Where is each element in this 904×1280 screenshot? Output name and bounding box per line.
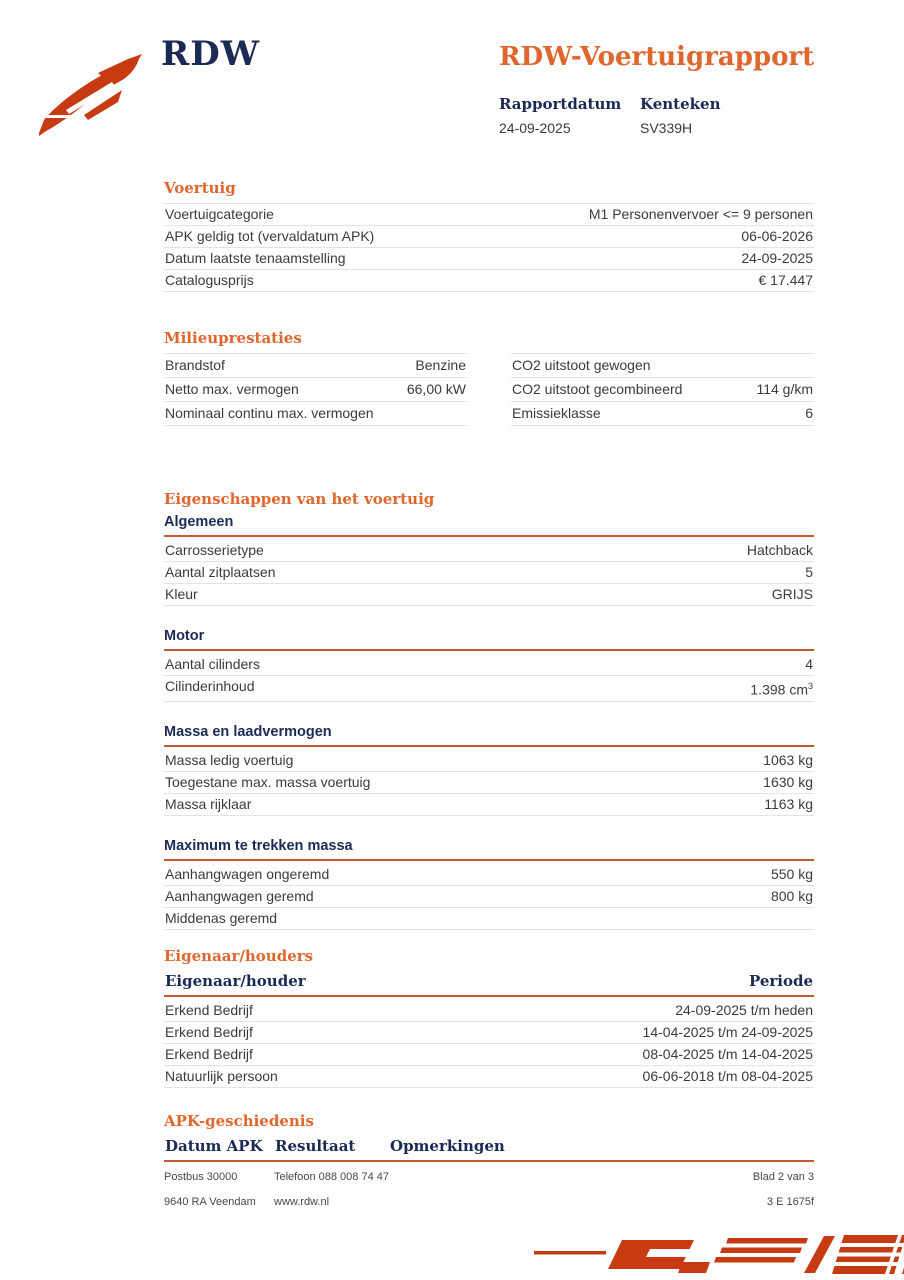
column-header-resultaat: Resultaat <box>275 1137 356 1155</box>
subsection-heading: Motor <box>164 628 814 651</box>
table-row: Nominaal continu max. vermogen <box>164 401 467 426</box>
table-row: Erkend Bedrijf 08-04-2025 t/m 14-04-2025 <box>164 1043 814 1065</box>
table-row: Massa ledig voertuig 1063 kg <box>165 751 813 768</box>
table-row: Kleur GRIJS <box>164 583 814 606</box>
column-header-datum-apk: Datum APK <box>165 1137 263 1155</box>
table-row: Cilinderinhoud 1.398 $cm^3$ <box>164 675 814 702</box>
footer-line-1 <box>164 1171 814 1184</box>
table-row: Voertuigcategorie M1 Personenvervoer <= 9 personen <box>164 203 814 225</box>
table-row: Emissieklasse 6 <box>511 401 814 426</box>
footer-doc-code: 3 E 1675f <box>766 1196 814 1208</box>
footer-page-number: Blad 2 van 3 <box>752 1171 814 1183</box>
table-row: Catalogusprijs € 17.447 <box>164 269 814 292</box>
plate-value: SV339H <box>640 120 693 136</box>
table-row: Carrosserietype Hatchback <box>165 542 813 558</box>
table-row: CO2 uitstoot gecombineerd 114 g/km <box>511 377 814 401</box>
column-header-opmerkingen: Opmerkingen <box>390 1137 505 1155</box>
section-voertuig <box>164 179 814 292</box>
apk-table-header <box>164 1136 814 1162</box>
footer-postbus: Postbus 30000 <box>164 1171 238 1183</box>
subsection-massa <box>164 724 814 816</box>
stripes-graphic-icon <box>532 1228 904 1280</box>
section-apk-geschiedenis <box>164 1112 814 1162</box>
rdw-feather-logo-icon <box>36 52 146 138</box>
table-row: Toegestane max. massa voertuig 1630 kg <box>164 771 814 793</box>
table-row: Datum laatste tenaamstelling 24-09-2025 <box>164 247 814 269</box>
table-row: Natuurlijk persoon 06-06-2018 t/m 08-04-2025 <box>164 1065 814 1088</box>
section-milieuprestaties <box>164 329 814 426</box>
section-heading: APK-geschiedenis <box>164 1112 314 1130</box>
subsection-maximum-trekken <box>164 838 814 930</box>
table-row: APK geldig tot (vervaldatum APK) 06-06-2026 <box>164 225 814 247</box>
rdw-logo-text: RDW <box>161 34 260 74</box>
subsection-heading: Maximum te trekken massa <box>164 838 814 861</box>
report-date-value: 24-09-2025 <box>499 120 571 136</box>
footer-line-2 <box>164 1196 814 1209</box>
table-row: Brandstof Benzine <box>164 353 467 377</box>
owners-table-header <box>164 971 814 997</box>
table-row: Erkend Bedrijf 14-04-2025 t/m 24-09-2025 <box>164 1021 814 1043</box>
table-row: Aanhangwagen ongeremd 550 kg <box>165 865 813 882</box>
section-heading: Voertuig <box>164 179 236 197</box>
table-row: Netto max. vermogen 66,00 kW <box>164 377 467 401</box>
table-row: Aantal cilinders 4 <box>165 656 813 672</box>
footer-website: www.rdw.nl <box>274 1196 330 1208</box>
subsection-heading: Algemeen <box>164 514 814 537</box>
report-meta <box>499 95 720 136</box>
section-heading: Milieuprestaties <box>164 329 302 347</box>
plate-label: Kenteken <box>640 95 721 113</box>
section-heading: Eigenaar/houders <box>164 947 314 965</box>
subsection-algemeen <box>164 514 814 606</box>
section-eigenaar-houders <box>164 947 814 1088</box>
subsection-motor <box>164 628 814 702</box>
section-eigenschappen <box>164 490 814 930</box>
column-header-periode: Periode <box>748 972 813 990</box>
report-date-label: Rapportdatum <box>499 95 622 113</box>
table-row: Middenas geremd <box>164 907 814 930</box>
table-row: CO2 uitstoot gewogen <box>511 353 814 377</box>
column-header-eigenaar: Eigenaar/houder <box>165 972 306 990</box>
superscript: 3 <box>807 681 813 691</box>
table-row: Aanhangwagen geremd 800 kg <box>164 885 814 907</box>
table-row: Aantal zitplaatsen 5 <box>164 561 814 583</box>
section-heading: Eigenschappen van het voertuig <box>164 490 435 508</box>
subsection-heading: Massa en laadvermogen <box>164 724 814 747</box>
footer-city: 9640 RA Veendam <box>164 1196 256 1208</box>
table-row: Erkend Bedrijf 24-09-2025 t/m heden <box>165 1002 813 1018</box>
page-title: RDW-Voertuigrapport <box>499 42 815 72</box>
table-row: Massa rijklaar 1163 kg <box>164 793 814 816</box>
footer-phone: Telefoon 088 008 74 47 <box>274 1171 389 1183</box>
